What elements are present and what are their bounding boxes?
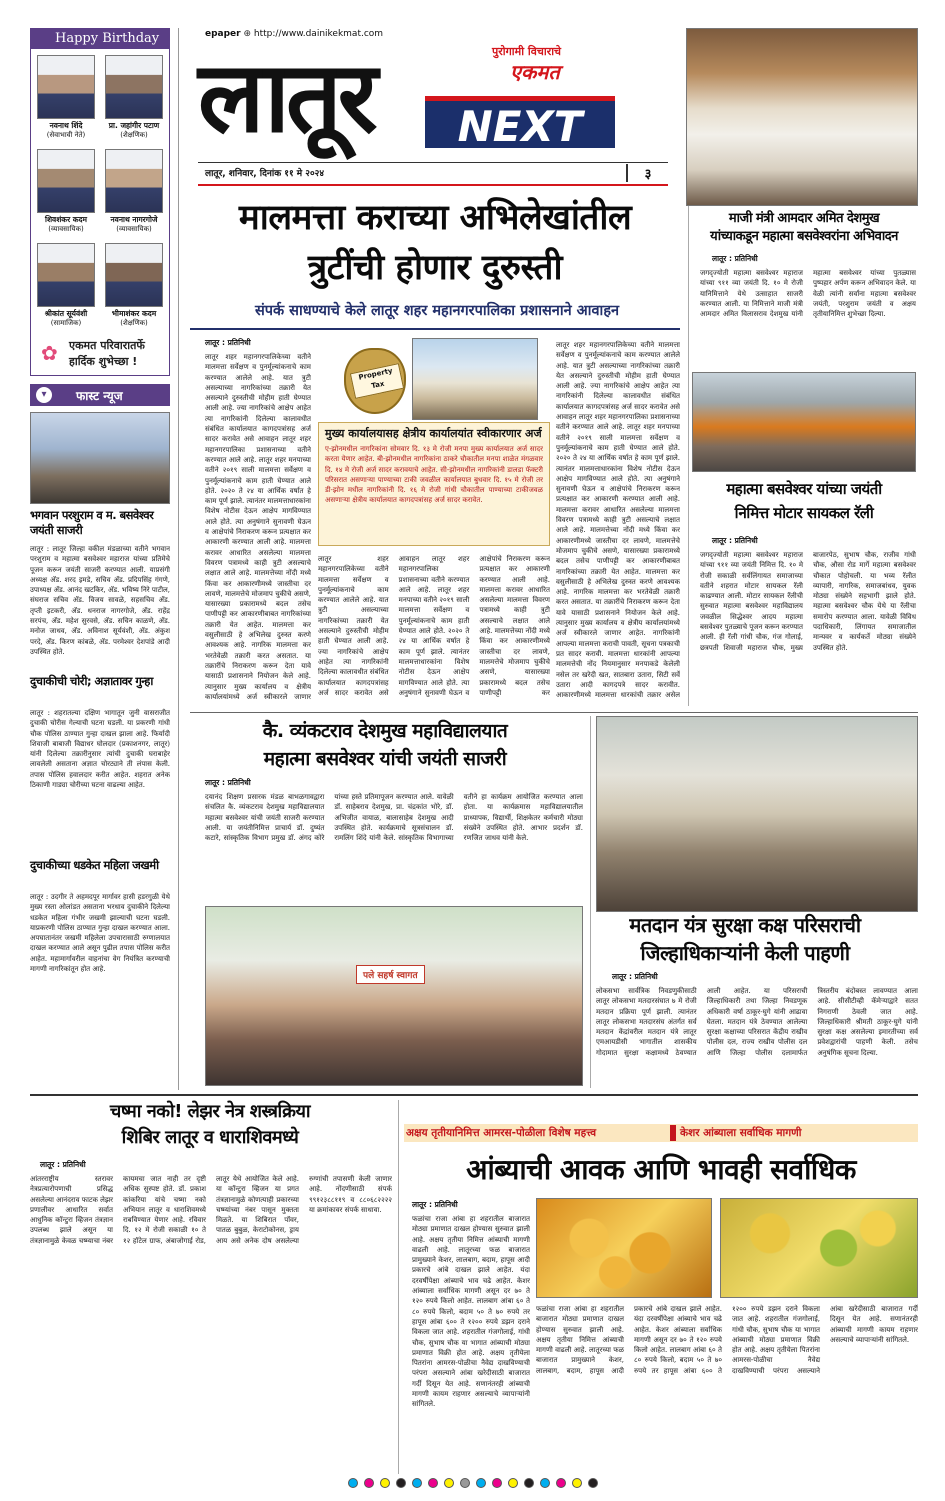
brand-logo: एकमत: [510, 60, 560, 84]
college-body: दयानंद शिक्षण प्रसारक मंडळ बाभळगावद्वारा संचलित कै. व्यंकटराव देशमुख महाविद्यालयात महात्मा बसवेश्वर यांची जयंती साजरी करण्यात आली. या जयंतीनिमित्त प्राचार्य डॉ. दुष्यंत कटारे, सांस्कृतिक विभाग प्रमुख डॉ. अंगद कोरे यांच्या हस्ते प्रतिमापूजन करण्यात आले. यावेळी डॉ. साहेबराव देशमुख, प्रा. चंद्रकांत भोरे, डॉ. अभिजीत वायाळ, बालासाहेब देशमुख आदी उपस्थित होते. कार्यक्रमाचे सूत्रसंचालन डॉ. रामलिंग शिंदे यांनी केले. सांस्कृतिक विभागाच्या वतीने हा कार्यक्रम आयोजित करण्यात आला होता. या कार्यक्रमास महाविद्यालयातील प्राध्यापक, विद्यार्थी, शिक्षकेतर कर्मचारी मोठ्या संख्येने उपस्थित होते. आभार प्रदर्शन डॉ. रणजित जाधव यांनी केले.: [205, 793, 583, 843]
eye-camp-headline-line1: चष्मा नको! लेझर नेत्र शस्त्रक्रिया: [109, 1101, 311, 1122]
mango-headline: आंब्याची आवक आणि भावही सर्वाधिक: [466, 1153, 856, 1186]
college-banner: पले सहर्ष स्वागत: [356, 965, 425, 984]
eye-camp-byline: लातूर : प्रतिनिधी: [40, 1160, 86, 1169]
birthday-role: (सामाजिक): [50, 319, 82, 327]
fast-news-body-1: लातूर : लातूर जिल्हा वकील मंडळाच्या वतीने भगवान परशुराम व महात्मा बसवेश्वर महाराज यांच्या प्रतिमेचे पूजन करून जयंती साजरी करण्यात आली. याप्रसंगी अध्यक्ष अ‍ॅड. शरद इमडे, सचिव अ‍ॅड. प्रदिपसिंह गंगणे, उपाध्यक्ष अ‍ॅड. आनंद खटकिर, अ‍ॅड. भविष्य निरे पाटील, संघराज सचिव अ‍ॅड. विजय सावळे, सहसचिव अ‍ॅड. तृप्ती इटकरी, अ‍ॅड. धनराज नागरगोजे, अ‍ॅड. राहेंद्र सरपंच, अ‍ॅड. महेश सुरवसे, अ‍ॅड. सचिन काळणे, अ‍ॅड. मनोज जाधव, अ‍ॅड. अविनाश सूर्यवंशी, अ‍ॅड. अंकुश परदे, अ‍ॅड. किरण कांबळे, अ‍ॅड. परमेश्वर देशपांडे आदी उपस्थित होते.: [30, 545, 170, 656]
birthday-role: (शैक्षणिक): [120, 319, 148, 327]
mango-byline: लातूर : प्रतिनिधी: [412, 1200, 458, 1209]
section-rule-1: [190, 712, 918, 713]
fast-news-body-3: लातूर : उदगीर ते अहमदपूर मार्गावर हासी हडरगुळी येथे मुख्य रस्ता ओलांडत असताना भरधाव दुचाकीने दिलेल्या धडकेत महिला गंभीर जखमी झाल्याची घटना घडली. याप्रकरणी पोलिस ठाण्यात गुन्हा दाखल करण्यात आला. अपघातानंतर जखमी महिलेला उपचारासाठी रुग्णालयात दाखल करण्यात आले असून पुढील तपास पोलिस करीत आहेत. महामार्गावरील वाहनांचा वेग नियंत्रित करण्याची मागणी नागरिकांतून होत आहे.: [30, 893, 170, 974]
fast-news-photo: [30, 412, 170, 504]
rally-photo: [692, 372, 916, 472]
birthday-role: (व्यावसायिक): [48, 225, 84, 233]
registration-dot: [444, 1478, 454, 1488]
mango-photo-right: [720, 1198, 918, 1298]
mango-photo-left: [536, 1198, 712, 1298]
birthday-name: नवनाथ नागरगोजे: [110, 215, 158, 224]
brand-block: [492, 44, 602, 90]
masthead-title: लातूर: [198, 41, 374, 155]
voting-body: लोकसभा सार्वत्रिक निवडणुकीसाठी लातूर लोकसभा मतदारसंघात ७ मे रोजी मतदान प्रक्रिया पूर्ण झाली. त्यानंतर लातूर लोकसभा मतदारसंघ अंतर्गत सर्व मतदान केंद्रांवरील मतदान यंत्रे लातूर एमआयडीसी भागातील शासकीय गोदामात सुरक्षा कक्षामध्ये ठेवण्यात आली आहेत. या परिसराची जिल्हाधिकारी तथा जिल्हा निवडणूक अधिकारी वर्षा ठाकूर-घुगे यांनी आढावा घेतला. मतदान यंत्रे ठेवण्यात आलेल्या सुरक्षा कक्षाच्या परिसरात केंद्रीय राखीव पोलीस दल, राज्य राखीव पोलीस दल आणि जिल्हा पोलीस दलामार्फत त्रिस्तरीय बंदोबस्त लावण्यात आला आहे. सीसीटीव्ही कॅमेऱ्याद्वारे सतत निगराणी ठेवली जात आहे. जिल्हाधिकारी श्रीमती ठाकूर-घुगे यांनी सुरक्षा कक्ष असलेल्या इमारतीच्या सर्व प्रवेशद्वारांची पाहणी केली. तसेच अनुषंगिक सूचना दिल्या.: [596, 987, 918, 1057]
fast-news-body-2: लातूर : शहरातल्या दक्षिण भागातून जुनी वासराजीत दुचाकी चोरीस गेल्याची घटना घडली. या प्रकरणी गांधी चौक पोलिस ठाण्यात गुन्हा दाखल झाला आहे. फिर्यादी शिवाजी बाबाजी विद्याधर घोलदार (प्रकाशनगर, लातूर) यांनी दिलेल्या तक्रारीनुसार त्यांची दुचाकी घराबाहेर लावलेली असताना अज्ञात चोरट्याने ती लंपास केली. तपास पोलिस हवालदार करीत आहेत. शहरात अनेक ठिकाणी गाड्या चोरीच्या घटना वाढल्या आहेत.: [30, 709, 170, 790]
birthday-name: नवनाथ शिंदे: [49, 121, 83, 130]
registration-dot: [412, 1478, 422, 1488]
birthday-portrait: [37, 149, 95, 213]
birthday-wish-line1: एकमत परिवारातर्फे: [69, 339, 145, 352]
main-subhead: संपर्क साधण्याचे केले लातूर शहर महानगरपालिका प्रशासनाने आवाहन: [254, 303, 620, 319]
birthday-portrait: [37, 243, 95, 307]
chevron-down-icon: ▾: [36, 387, 52, 403]
eye-camp-body: आंतरराष्ट्रीय स्तरावर नेत्रप्रत्यारोपणाची प्रसिद्ध असलेल्या आनंदराव फाटक लेझर प्रणालीवर आधारित सर्वात आधुनिक कॉन्टुरा व्हिजन तंत्रज्ञान उपलब्ध झाले असून या तंत्रज्ञानामुळे केवळ चष्म्याचा नंबर कायमचा जात नाही तर दृष्टी अधिक सुस्पष्ट होते. डॉ. प्रकाश कांकरिया यांचे चष्मा नको अभियान लातूर व धाराशिवमध्ये राबविण्यात येणार आहे. रविवार दि. १२ मे रोजी सकाळी १० ते १२ हॉटेल ग्राफ, अंबाजोगाई रोड, लातूर येथे आयोजित केले आहे. या कॉन्टुरा व्हिजन या प्रगत तंत्रज्ञानामुळे कोणत्याही प्रकारच्या चष्म्यांच्या नंबर पासून मुक्तता मिळते. या शिबिरात पॉवर, पातळ बुबुळ, केराटोकोनस, ड्राय आय असे अनेक दोष असलेल्या रुग्णांची तपासणी केली जाणार आहे. नोंदणीसाठी संपर्क ९९१२३८८११९ व ८८०६८२२२२ या क्रमांकावर संपर्क साधावा.: [30, 1175, 392, 1245]
property-tax-illustration: [340, 338, 540, 420]
registration-dot: [364, 1478, 374, 1488]
registration-color-bar: [300, 1476, 645, 1490]
rally-headline-line2: निमित्त मोटार सायकल रॅली: [734, 504, 874, 522]
fast-news-headline-1: भगवान परशुराम व म. बसवेश्वर जयंती साजरी: [30, 508, 154, 537]
registration-dot: [380, 1478, 390, 1488]
registration-dot: [556, 1478, 566, 1488]
mango-body-lower: फळांचा राजा आंबा हा शहरातील बाजारात मोठ्या प्रमाणात दाखल होण्यास सुरुवात झाली आहे. अक्षय तृतीया निमित्त आंब्याची मागणी वाढली आहे. लातूरच्या फळ बाजारात प्रामुख्याने केशर, लालबाग, बदाम, हापूस आदी प्रकारचे आंबे दाखल झाले आहेत. यंदा दरवर्षीपेक्षा आंब्याचे भाव चढे आहेत. केशर आंब्याला सर्वाधिक मागणी असून दर ७० ते १२० रुपये किलो आहेत. लालबाग आंबा ६० ते ८० रुपये किलो, बदाम ५० ते ७० रुपये तर हापूस आंबा ६०० ते १२०० रुपये डझन दराने विकला जात आहे. शहरातील गंजगोलाई, गांधी चौक, सुभाष चौक या भागात आंब्याची मोठ्या प्रमाणात विक्री होत आहे. अक्षय तृतीयेला पितरांना आमरस-पोळीचा नैवेद्य दाखविण्याची परंपरा असल्याने आंबा खरेदीसाठी बाजारात गर्दी दिसून येत आहे. सणानंतरही आंब्याची मागणी कायम राहणार असल्याचे व्यापाऱ्यांनी सांगितले.: [536, 1305, 918, 1375]
globe-icon: ⊕: [243, 29, 252, 39]
rally-headline-line1: महात्मा बसवेश्वर यांच्या जयंती: [726, 480, 882, 498]
registration-dot: [396, 1478, 406, 1488]
college-headline-line2: महात्मा बसवेश्वर यांची जयंती साजरी: [263, 748, 507, 770]
registration-dot: [588, 1478, 598, 1488]
fast-news-header: [30, 384, 170, 406]
main-headline-line1: मालमत्ता कराच्या अभिलेखांतील: [238, 198, 632, 238]
voting-headline-line1: मतदान यंत्र सुरक्षा कक्ष परिसराची: [629, 913, 861, 937]
college-byline: लातूर : प्रतिनिधी: [205, 778, 251, 787]
property-tax-label-1: Property: [357, 366, 394, 382]
left-sidebar: [30, 28, 170, 1090]
main-subhead-rule: [190, 328, 680, 330]
registration-dot: [508, 1478, 518, 1488]
birthday-portrait: [37, 55, 95, 119]
birthday-name: भीमाशंकर कदम: [111, 309, 157, 318]
registration-dot: [460, 1478, 470, 1488]
birthday-name: श्रीकांत सूर्यवंशी: [44, 309, 88, 318]
birthday-box: [30, 28, 170, 376]
mango-body-left: फळांचा राजा आंबा हा शहरातील बाजारात मोठ्या प्रमाणात दाखल होण्यास सुरुवात झाली आहे. अक्षय तृतीया निमित्त आंब्याची मागणी वाढली आहे. लातूरच्या फळ बाजारात प्रामुख्याने केशर, लालबाग, बदाम, हापूस आदी प्रकारचे आंबे दाखल झाले आहेत. यंदा दरवर्षीपेक्षा आंब्याचे भाव चढे आहेत. केशर आंब्याला सर्वाधिक मागणी असून दर ७० ते १२० रुपये किलो आहेत. लालबाग आंबा ६० ते ८० रुपये किलो, बदाम ५० ते ७० रुपये तर हापूस आंबा ६०० ते १२०० रुपये डझन दराने विकला जात आहे. शहरातील गंजगोलाई, गांधी चौक, सुभाष चौक या भागात आंब्याची मोठ्या प्रमाणात विक्री होत आहे. अक्षय तृतीयेला पितरांना आमरस-पोळीचा नैवेद्य दाखविण्याची परंपरा असल्याने आंबा खरेदीसाठी बाजारात गर्दी दिसून येत आहे. सणानंतरही आंब्याची मागणी कायम राहणार असल्याचे व्यापाऱ्यांनी सांगितले.: [412, 1215, 530, 1409]
birthday-portrait: [105, 243, 163, 307]
municipal-building-photo: [412, 338, 538, 420]
dateline-top-rule: [198, 162, 668, 163]
birthday-role: (सेवाभावी नेते): [46, 131, 86, 139]
main-headline-line2: त्रुटींची होणार दुरुस्ती: [307, 248, 563, 288]
masthead-next: NEXT: [425, 96, 615, 148]
main-body-col-left: लातूर शहर महानगरपालिकेच्या वतीने मालमत्ता सर्वेक्षण व पुनर्मूल्यांकनाचे काम करण्यात आलेले आहे. यात त्रुटी असल्याच्या नागरिकांच्या तक्रारी येत असल्याने दुरुस्तीची मोहीम हाती घेण्यात आली आहे. ज्या नागरिकांचे आक्षेप आहेत त्या नागरिकांनी दिलेल्या कालावधीत संबंधित कार्यालयात कागदपत्रांसह अर्ज सादर करावेत असे आवाहन लातूर शहर महानगरपालिका प्रशासनाच्या वतीने करण्यात आले आहे. लातूर शहर मनपाच्या वतीने २०१९ साली मालमत्ता सर्वेक्षण व पुनर्मूल्यांकनाचे काम हाती घेण्यात आले होते. २०२० ते २४ या आर्थिक वर्षात हे काम पूर्ण झाले. त्यानंतर मालमत्ताधारकांना विशेष नोटीस देऊन आक्षेप मागविण्यात आले होते. त्या अनुषंगाने सुनावणी घेऊन व आक्षेपांचे निराकरण करून प्रत्यक्षात कर आकारणी करण्यात आली आहे. मालमत्ता करावर आधारित असलेल्या मालमत्ता विवरण पत्रामध्ये काही त्रुटी असल्याचे लक्षात आले आहे. मालमत्तेच्या नोंदी मध्ये किंवा कर आकारणीमध्ये जास्तीचा दर लावणे, मालमत्तेचे मोजमाप चुकीचे असणे, यासारख्या प्रकारामध्ये बदल तसेच पाणीपट्टी कर आकारणीबाबत नागरिकांच्या तक्रारी येत आहेत. मालमत्ता कर वसुलीसाठी हे अभिलेख दुरुस्त करणे आवश्यक आहे. नागरिक मालमत्ता कर भरतेवेळी तक्रारी करत असतात. या तक्रारींचे निराकरण करून देता यावे यासाठी प्रशासनाने नियोजन केले आहे. त्यानुसार मुख्य कार्यालय व क्षेत्रीय कार्यालयांमध्ये अर्ज स्वीकारले जाणार: [205, 353, 311, 701]
deshmukh-photo: [686, 28, 918, 206]
college-headline-line1: कै. व्यंकटराव देशमुख महाविद्यालयात: [262, 720, 508, 742]
voting-byline: लातूर : प्रतिनिधी: [612, 972, 658, 981]
main-right-divider: [688, 186, 689, 706]
birthday-role: (व्यावसायिक): [116, 225, 152, 233]
birthday-portrait: [105, 55, 163, 119]
dateline-bottom-rule: [198, 184, 668, 186]
main-byline: लातूर : प्रतिनिधी: [205, 338, 251, 347]
fast-news-headline-2: दुचाकीची चोरी; अज्ञातावर गुन्हा: [30, 674, 153, 688]
fast-news-title: फास्ट न्यूज: [76, 389, 123, 403]
section-rule-2: [30, 1094, 918, 1096]
epaper-label: epaper: [205, 29, 241, 39]
registration-dot: [524, 1478, 534, 1488]
birthday-name: शिवशंकर कदम: [45, 215, 87, 224]
mango-banner-left: अक्षय तृतीयानिमित्त आमरस-पोळीला विशेष महत्त्व: [406, 1127, 597, 1139]
voting-photo: [596, 716, 918, 912]
birthday-portrait: [105, 149, 163, 213]
voting-headline-line2: जिल्हाधिकाऱ्यांनी केली पाहणी: [640, 941, 850, 965]
top-right-body: जगद्‌ज्योती महात्मा बसवेश्वर महाराज यांच्या ९११ व्या जयंती दि. १० मे रोजी यानिमित्ताने येथे उत्साहात साजरी करण्यात आली. या निमित्ताने माजी मंत्री आमदार अमित विलासराव देशमुख यांनी महात्मा बसवेश्वर यांच्या पुतळ्यास पुष्पहार अर्पण करून अभिवादन केले. या वेळी त्यांनी सर्वांना महात्मा बसवेश्वर जयंती, परशुराम जयंती व अक्षय तृतीयानिमित्त शुभेच्छा दिल्या.: [700, 269, 916, 319]
property-tax-tag: [350, 363, 404, 399]
top-right-headline-line1: माजी मंत्री आमदार अमित देशमुख: [728, 211, 880, 226]
mango-banner-right: केशर आंब्याला सर्वाधिक मागणी: [680, 1127, 802, 1139]
registration-dot: [476, 1478, 486, 1488]
birthday-title: Happy Birthday: [31, 29, 169, 49]
eye-camp-headline-line2: शिबिर लातूर व धाराशिवमध्ये: [121, 1127, 299, 1148]
epaper-url[interactable]: http://www.dainikekmat.com: [253, 29, 384, 39]
fast-news-headline-3: दुचाकीच्या धडकेत महिला जखमी: [30, 858, 159, 872]
rally-byline: लातूर : प्रतिनिधी: [712, 536, 758, 545]
main-inset-body: ए-झोनमधील नागरिकांना सोमवार दि. १३ मे रोजी मनपा मुख्य कार्यालयात अर्ज सादर करता येणार आहेत. बी-झोनमधील नागरिकांना ठाकरे चौकातील मनपा शाळेत मंगळवार दि. १४ मे रोजी अर्ज सादर करावयाचे आहेत. सी-झोनमधील नागरिकांनी डालडा फॅक्टरी परिसरात असणाऱ्या पाण्याच्या टाकी जवळील कार्यालयात बुधवार दि. १५ मे रोजी तर डी-झोन मधील नागरिकांनी दि. १६ मे रोजी गांधी चौकातील पाण्याच्या टाकीजवळ असणाऱ्या क्षेत्रीय कार्यालयात कागदपत्रांसह अर्ज सादर करावेत.: [325, 445, 543, 505]
top-right-byline: लातूर : प्रतिनिधी: [712, 254, 758, 263]
money-bag-icon: [344, 348, 406, 414]
sidebar-divider: [178, 28, 179, 1090]
registration-dot: [572, 1478, 582, 1488]
college-voting-divider: [590, 716, 591, 1088]
birthday-wish-line2: हार्दिक शुभेच्छा !: [69, 355, 138, 368]
birthday-role: (शैक्षणिक): [120, 131, 148, 139]
flower-icon: ✿: [41, 341, 58, 365]
property-tax-label-2: Tax: [370, 379, 386, 391]
main-body-lower: लातूर शहर महानगरपालिकेच्या वतीने मालमत्ता सर्वेक्षण व पुनर्मूल्यांकनाचे काम करण्यात आलेले आहे. यात त्रुटी असल्याच्या नागरिकांच्या तक्रारी येत असल्याने दुरुस्तीची मोहीम हाती घेण्यात आली आहे. ज्या नागरिकांचे आक्षेप आहेत त्या नागरिकांनी दिलेल्या कालावधीत संबंधित कार्यालयात कागदपत्रांसह अर्ज सादर करावेत असे आवाहन लातूर शहर महानगरपालिका प्रशासनाच्या वतीने करण्यात आले आहे. लातूर शहर मनपाच्या वतीने २०१९ साली मालमत्ता सर्वेक्षण व पुनर्मूल्यांकनाचे काम हाती घेण्यात आले होते. २०२० ते २४ या आर्थिक वर्षात हे काम पूर्ण झाले. त्यानंतर मालमत्ताधारकांना विशेष नोटीस देऊन आक्षेप मागविण्यात आले होते. त्या अनुषंगाने सुनावणी घेऊन व आक्षेपांचे निराकरण करून प्रत्यक्षात कर आकारणी करण्यात आली आहे. मालमत्ता करावर आधारित असलेल्या मालमत्ता विवरण पत्रामध्ये काही त्रुटी असल्याचे लक्षात आले आहे. मालमत्तेच्या नोंदी मध्ये किंवा कर आकारणीमध्ये जास्तीचा दर लावणे, मालमत्तेचे मोजमाप चुकीचे असणे, यासारख्या प्रकारामध्ये बदल तसेच पाणीपट्टी कर: [318, 555, 550, 697]
registration-dot: [492, 1478, 502, 1488]
banner-separator: [670, 1125, 676, 1141]
registration-dot: [428, 1478, 438, 1488]
page-number: ३: [626, 164, 668, 182]
registration-dot: [348, 1478, 358, 1488]
top-right-headline-line2: यांच्याकडून महात्मा बसवेश्वरांना अभिवादन: [710, 229, 898, 244]
mango-banner: [404, 1124, 918, 1142]
eye-mango-divider: [398, 1100, 399, 1474]
main-inset-headline: मुख्य कार्यालयासह क्षेत्रीय कार्यालयांत स्वीकारणार अर्ज: [325, 427, 542, 440]
birthday-name: प्रा. जहांगीर पटाण: [108, 121, 160, 130]
brand-tagline: पुरोगामी विचाराचे: [492, 45, 562, 58]
main-inset-box: [318, 422, 550, 546]
dateline: लातूर, शनिवार, दिनांक ११ मे २०२४: [205, 169, 325, 179]
college-photo: [205, 906, 583, 1086]
registration-dot: [540, 1478, 550, 1488]
main-body-right: लातूर शहर महानगरपालिकेच्या वतीने मालमत्ता सर्वेक्षण व पुनर्मूल्यांकनाचे काम करण्यात आलेले आहे. यात त्रुटी असल्याच्या नागरिकांच्या तक्रारी येत असल्याने दुरुस्तीची मोहीम हाती घेण्यात आली आहे. ज्या नागरिकांचे आक्षेप आहेत त्या नागरिकांनी दिलेल्या कालावधीत संबंधित कार्यालयात कागदपत्रांसह अर्ज सादर करावेत असे आवाहन लातूर शहर महानगरपालिका प्रशासनाच्या वतीने करण्यात आले आहे. लातूर शहर मनपाच्या वतीने २०१९ साली मालमत्ता सर्वेक्षण व पुनर्मूल्यांकनाचे काम हाती घेण्यात आले होते. २०२० ते २४ या आर्थिक वर्षात हे काम पूर्ण झाले. त्यानंतर मालमत्ताधारकांना विशेष नोटीस देऊन आक्षेप मागविण्यात आले होते. त्या अनुषंगाने सुनावणी घेऊन व आक्षेपांचे निराकरण करून प्रत्यक्षात कर आकारणी करण्यात आली आहे. मालमत्ता करावर आधारित असलेल्या मालमत्ता विवरण पत्रामध्ये काही त्रुटी असल्याचे लक्षात आले आहे. मालमत्तेच्या नोंदी मध्ये किंवा कर आकारणीमध्ये जास्तीचा दर लावणे, मालमत्तेचे मोजमाप चुकीचे असणे, यासारख्या प्रकारामध्ये बदल तसेच पाणीपट्टी कर आकारणीबाबत नागरिकांच्या तक्रारी येत आहेत. मालमत्ता कर वसुलीसाठी हे अभिलेख दुरुस्त करणे आवश्यक आहे. नागरिक मालमत्ता कर भरतेवेळी तक्रारी करत असतात. या तक्रारींचे निराकरण करून देता यावे यासाठी प्रशासनाने नियोजन केले आहे. त्यानुसार मुख्य कार्यालय व क्षेत्रीय कार्यालयांमध्ये अर्ज स्वीकारले जाणार आहेत. नागरिकांनी आपल्या मालमत्ता कराची पावती, सूचना पत्रकाची प्रत सादर करावी. मालमत्ता धारकांनी आपल्या मालमत्तेची नोंद नियमानुसार मनपाकडे केलेली नसेल तर खरेदी खत, सातबारा उतारा, सिटी सर्वे उतारा आदी कागदपत्रे सादर करावीत. आकारणीमध्ये मालमत्ता धारकांची तक्रार असेल: [556, 341, 680, 700]
rally-body: जगद्‌ज्योती महात्मा बसवेश्वर महाराज यांच्या ९११ व्या जयंती निमित्त दि. १० मे रोजी सकाळी सर्वलिंगायत समाजाच्या वतीने शहरात मोटार सायकल रॅली काढण्यात आली. मोटार सायकल रॅलीची सुरुवात महात्मा बसवेश्वर महाविद्यालय जवळील सिद्धेश्वर आदय महात्मा बसवेश्वर पुतळ्याचे पूजन करून करण्यात आली. ही रॅली गांधी चौक, गंज गोलाई, छत्रपती शिवाजी महाराज चौक, मुख्य बाजारपेठ, सुभाष चौक, राजीव गांधी चौक, औसा रोड मार्गे महात्मा बसवेश्वर चौकात पोहोचली. या भव्य रॅलीत व्यापारी, नागरिक, समाजबांधव, युवक मोठ्या संख्येने सहभागी झाले होते. महात्मा बसवेश्वर चौक येथे या रॅलीचा समारोप करण्यात आला. यावेळी विविध पदाधिकारी, लिंगायत समाजातील मान्यवर व कार्यकर्ते मोठ्या संख्येने उपस्थित होते.: [700, 551, 916, 652]
